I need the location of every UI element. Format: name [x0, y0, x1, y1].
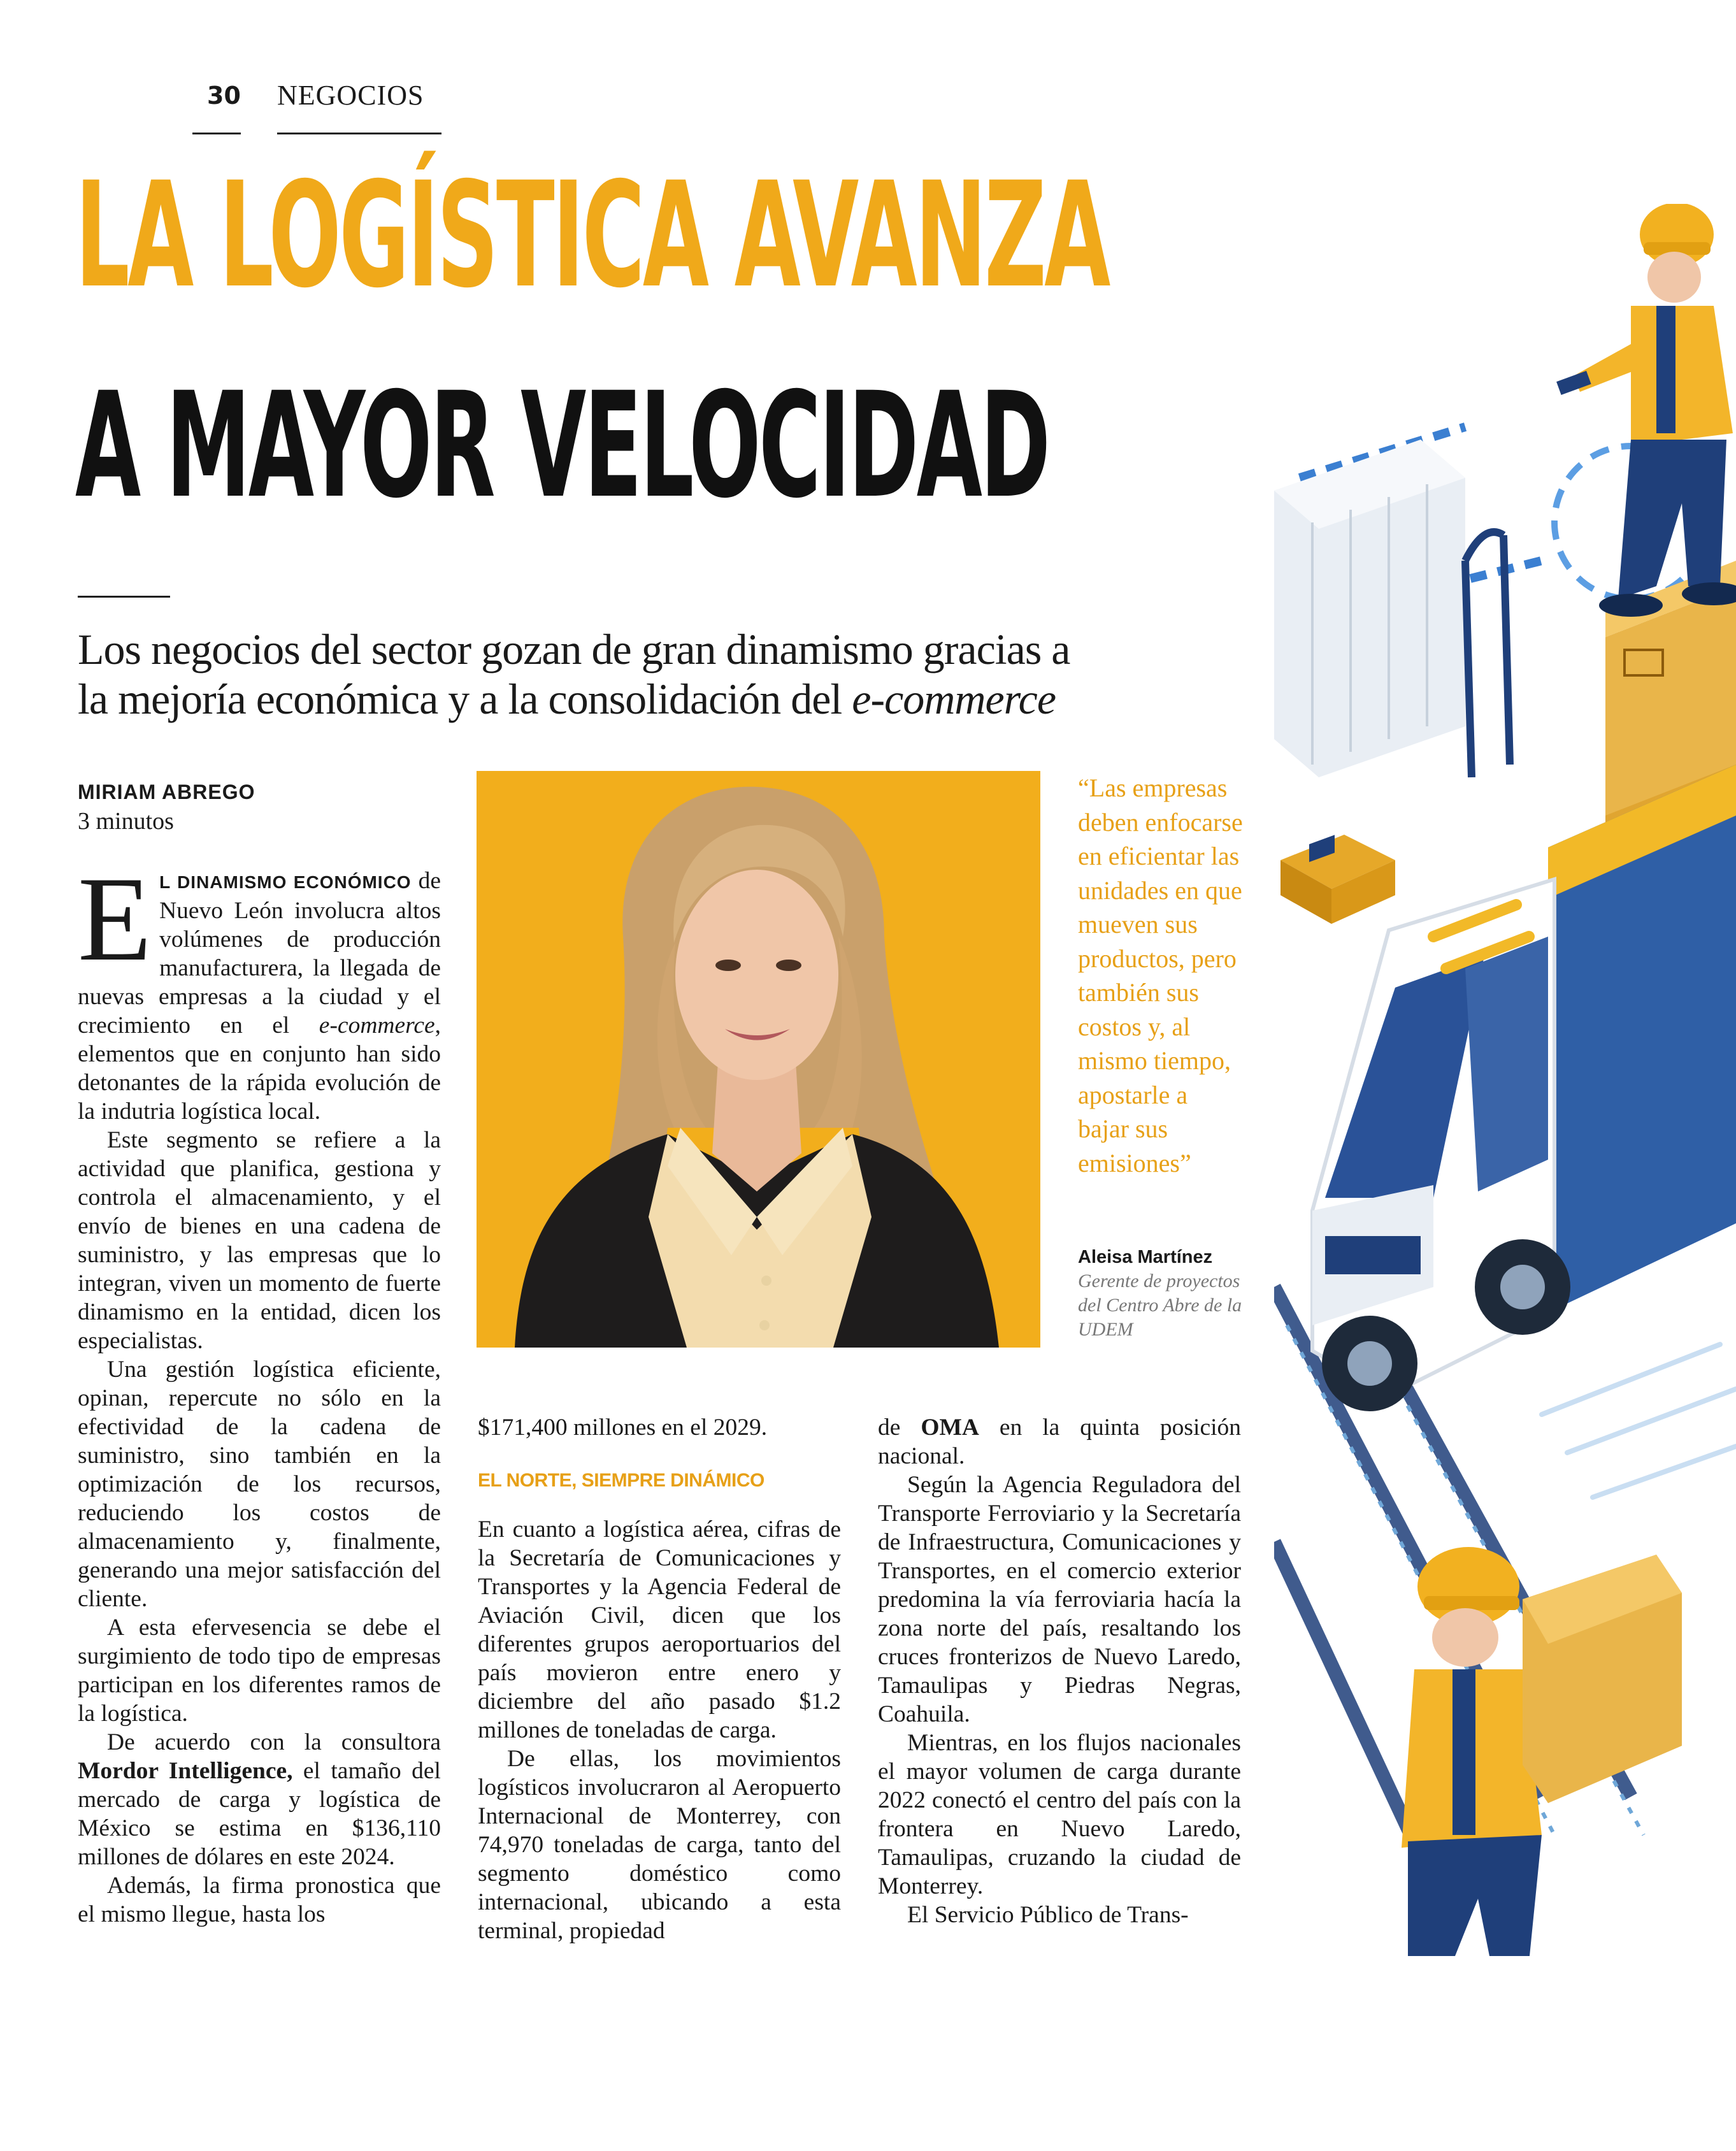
article-paragraph: Además, la firma pronostica que el mismo llegue, hasta los [78, 1873, 441, 1927]
pull-quote-role: Gerente de proyectos del Centro Abre de la UDEM [1078, 1270, 1242, 1340]
article-paragraph: E L DINAMISMO ECONÓMICO de Nuevo León involucra altos volúmenes de producción manufacturera, la llegada de nuevas empresas a la ciudad y el crecimiento en el e-commerce, elementos que en conjunto han sido detonantes de la rápida evolución de la indutria logística local. [78, 852, 441, 1125]
page-number: 30 [207, 82, 241, 110]
article-paragraph: Este segmento se refiere a la actividad que planifica, gestiona y controla el almacenamiento, y el envío de bienes en una cadena de suministro, y las empresas que lo integran, viven un momento de fuerte dinamismo en la entidad, dicen los especialistas. [78, 1127, 441, 1354]
page-number-rule [192, 133, 241, 134]
article-paragraph: En cuanto a logística aérea, cifras de la Secretaría de Comunicaciones y Transportes y la Agencia Federal de Aviación Civil, dicen que los diferentes grupos aeroportuarios del país movieron entre enero y diciembre del año pasado $1.2 millones de toneladas de carga. [478, 1516, 841, 1743]
article-paragraph: $171,400 millones en el 2029. [478, 1414, 768, 1441]
section-subhead: EL NORTE, SIEMPRE DINÁMICO [478, 1470, 764, 1491]
article-paragraph: El Servicio Público de Trans- [907, 1902, 1189, 1928]
section-rule [277, 133, 441, 134]
read-time: 3 minutos [78, 808, 174, 835]
pull-quote-name: Aleisa Martínez [1078, 1247, 1213, 1267]
lead-caps: L DINAMISMO ECONÓMICO [159, 872, 412, 892]
article-paragraph: Una gestión logística eficiente, opinan, repercute no sólo en la efectividad de la cadena de suministro, sino también en la optimización de los recursos, reduciendo los costos de almacenamiento y, finalmente, generando una mejor satisfacción del cliente. [78, 1356, 441, 1612]
author: MIRIAM ABREGO [78, 781, 255, 803]
article-paragraph: A esta efervesencia se debe el surgimiento de todo tipo de empresas participan en los diferentes ramos de la logística. [78, 1615, 441, 1727]
headline-line-1: LA LOGÍSTICA AVANZA [75, 150, 1108, 320]
article-column-2 [478, 1413, 841, 1945]
article-paragraph: Según la Agencia Reguladora del Transporte Ferroviario y la Secretaría de Infraestructura, Comunicaciones y Transportes, en el comercio exterior predomina la vía ferroviaria hacía la zona norte del país, resaltando los cruces fronterizos de Nuevo Laredo, Tamaulipas y Piedras Negras, Coahuila. [878, 1472, 1241, 1727]
deck-line-2-text: la mejoría económica y a la consolidación del [78, 675, 852, 723]
headline-line-2: A MAYOR VELOCIDAD [75, 361, 1049, 530]
article-column-1 [78, 852, 441, 1929]
deck-line-2 [78, 674, 1224, 724]
portrait-illustration [477, 771, 1040, 1348]
article-paragraph: De ellas, los movimientos logísticos involucraron al Aeropuerto Internacional de Monterrey, con 74,970 toneladas de carga, tanto del segmento doméstico como internacional, ubicando a esta terminal, propiedad [478, 1746, 841, 1944]
logistics-illustration [1274, 204, 1736, 1956]
isometric-logistics-art [1274, 204, 1736, 1956]
deck-ecommerce: e-commerce [852, 675, 1056, 723]
deck-line-1: Los negocios del sector gozan de gran dinamismo gracias a [78, 625, 1070, 673]
article-paragraph: De acuerdo con la consultora Mordor Intelligence, el tamaño del mercado de carga y logística de México se estima en $136,110 millones de dólares en este 2024. [78, 1729, 441, 1870]
deck [78, 624, 1224, 724]
article-column-3 [878, 1413, 1241, 1929]
drop-cap: E [78, 852, 152, 986]
section-name: NEGOCIOS [277, 80, 424, 111]
portrait-photo [477, 771, 1040, 1348]
pull-quote: “Las empresas deben enfocarse en eficientar las unidades en que mueven sus productos, pero también sus costos y, al mismo tiempo, apostarle a bajar sus emisiones” [1078, 773, 1243, 1177]
deck-rule [78, 596, 170, 598]
article-paragraph: de OMA en la quinta posición nacional. [878, 1414, 1242, 1469]
article-paragraph: Mientras, en los flujos nacionales el mayor volumen de carga durante 2022 conectó el centro del país con la frontera en Nuevo Laredo, Tamaulipas, cruzando la ciudad de Monterrey. [878, 1730, 1241, 1899]
